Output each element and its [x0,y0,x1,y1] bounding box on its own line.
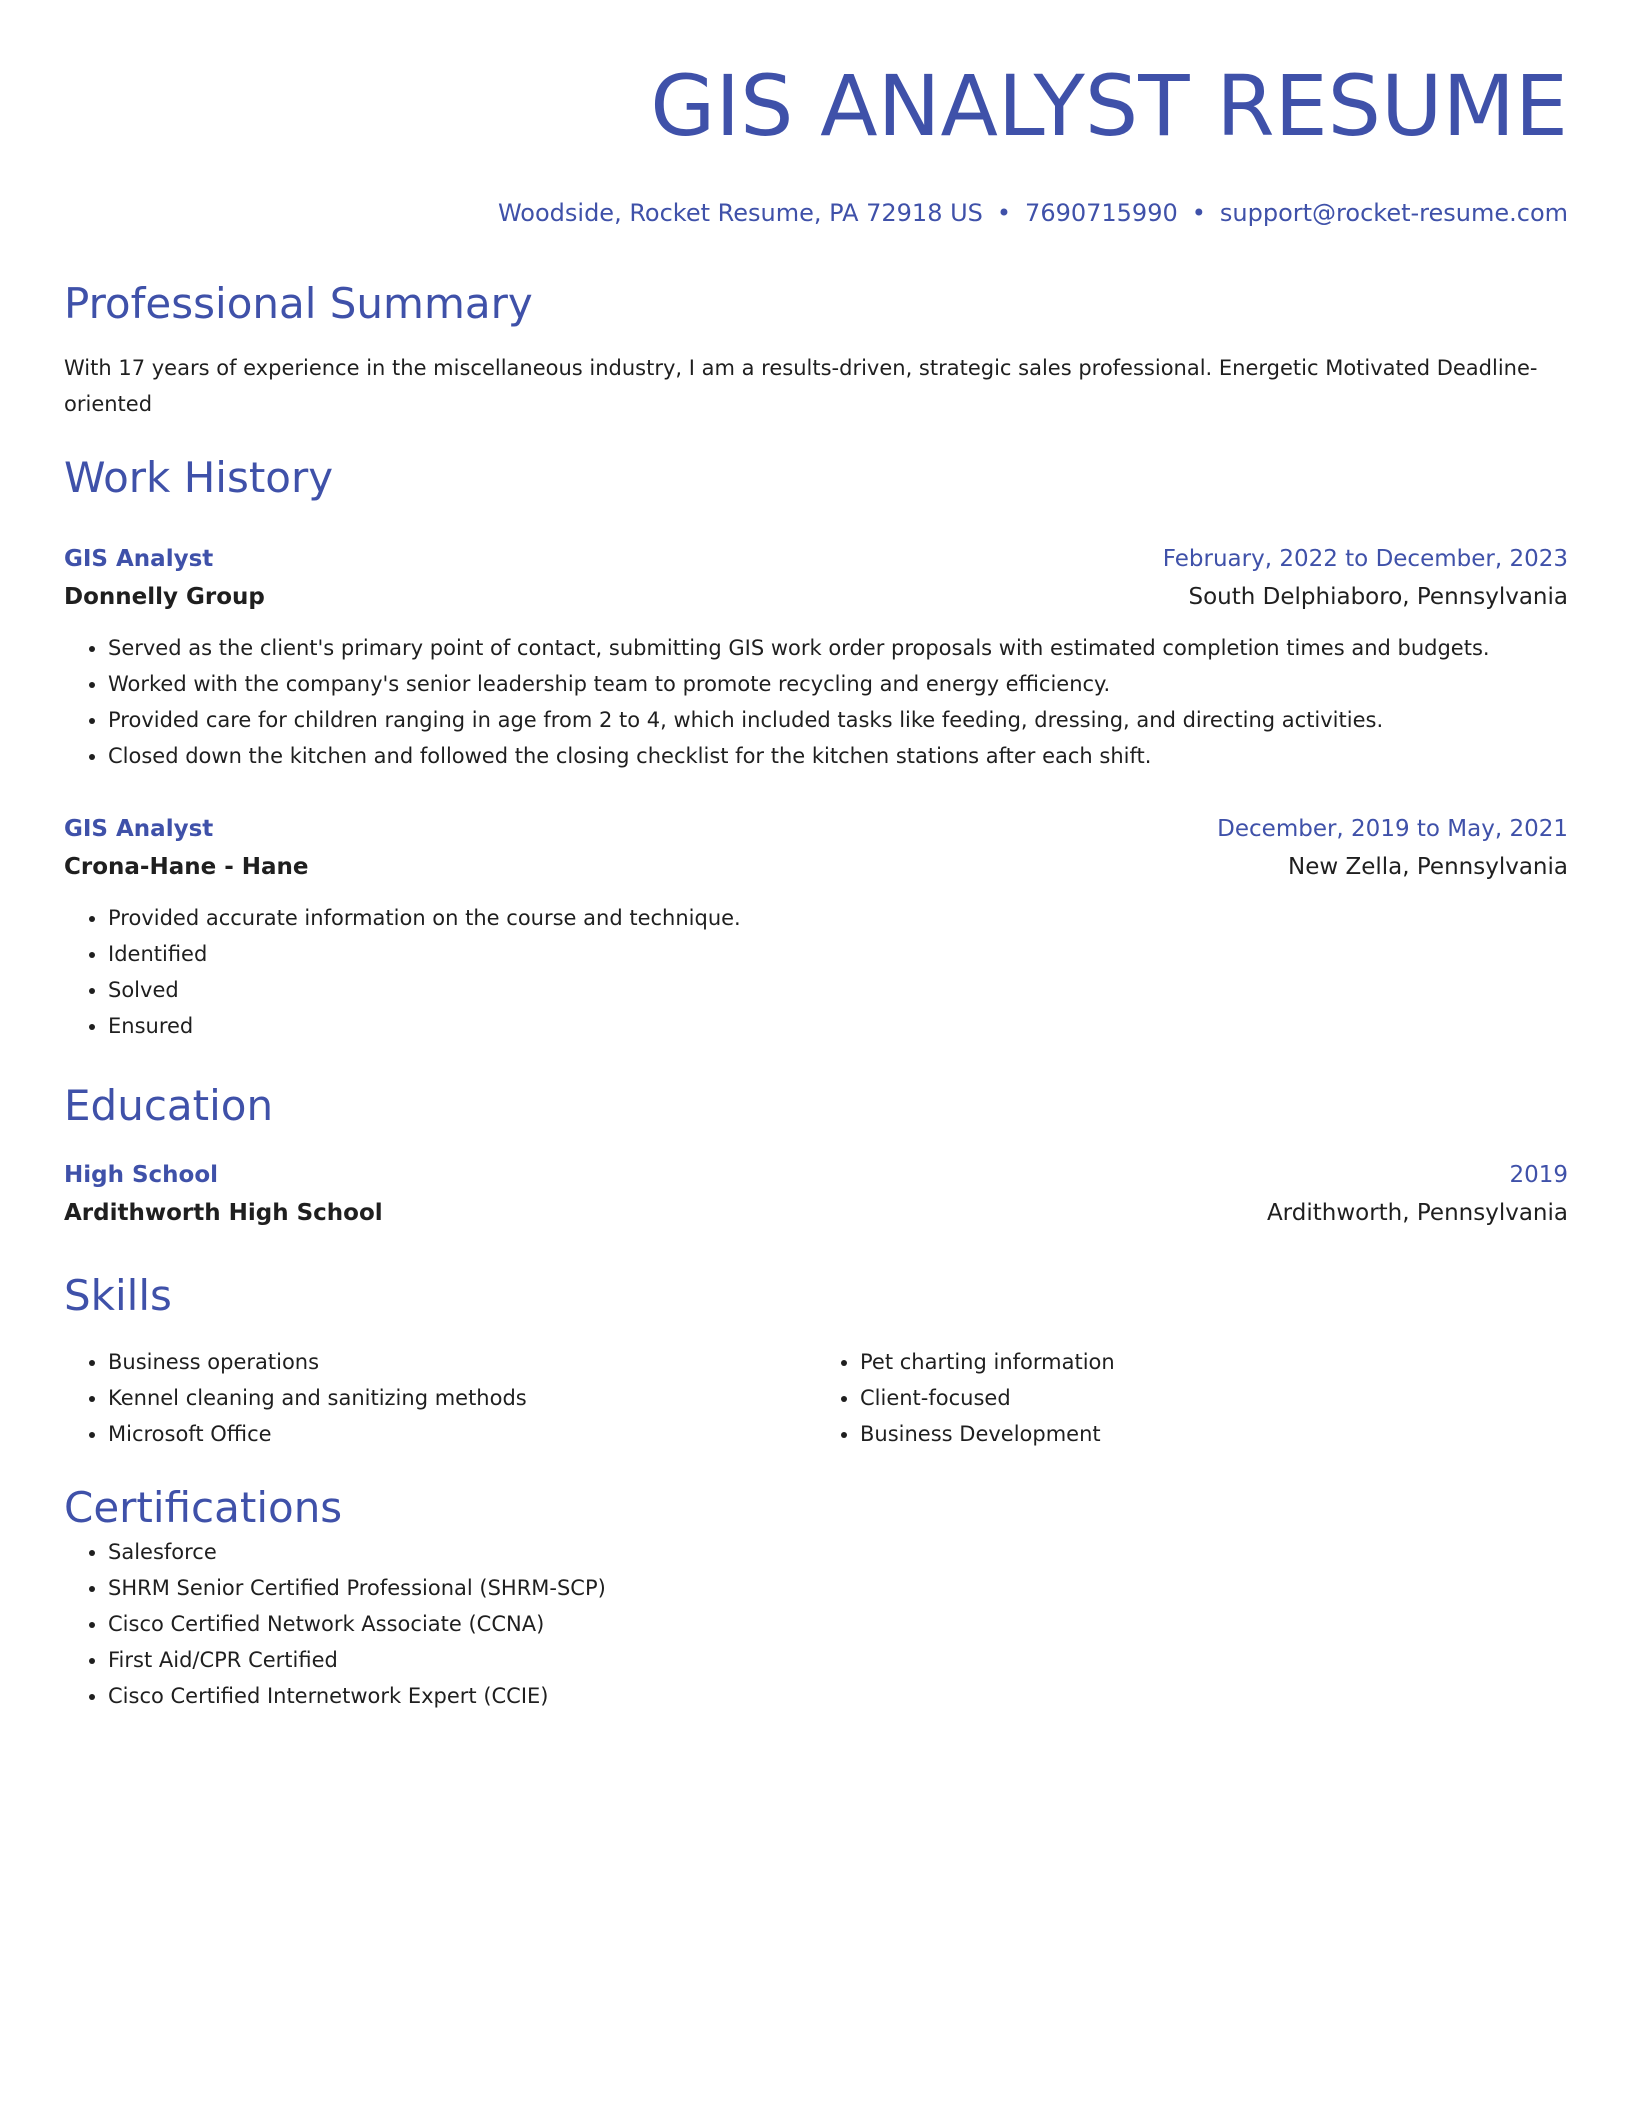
certification-item: • Cisco Certified Network Associate (CCNA) [108,1606,1568,1642]
list-item: • Served as the client's primary point of contact, submitting GIS work order proposals with estimated completion times and budgets. [108,630,1568,666]
resume-title: GIS ANALYST RESUME [650,57,1568,155]
school-name: Ardithworth High School [64,1200,383,1226]
contact-line [64,198,1568,228]
skill-item: • Client-focused [860,1380,1568,1416]
skill-item: • Business Development [860,1416,1568,1452]
skill-item: • Kennel cleaning and sanitizing methods [108,1380,816,1416]
work-entry [64,540,1568,774]
company-name: Donnelly Group [64,584,265,610]
section-title-skills: Skills [64,1271,172,1320]
education-entry-header [64,1156,1568,1194]
job-bullets [64,900,1568,1044]
work-entry-subheader [64,578,1568,616]
job-dates: December, 2019 to May, 2021 [1217,816,1568,842]
degree: High School [64,1162,219,1188]
section-title-work-history: Work History [64,453,334,502]
work-entry [64,810,1568,1044]
job-dates: February, 2022 to December, 2023 [1162,546,1568,572]
education-entry [64,1156,1568,1232]
contact-separator: • [1191,199,1206,227]
skill-item: • Pet charting information [860,1344,1568,1380]
graduation-year: 2019 [1509,1162,1568,1188]
skills-column-left [64,1344,816,1452]
list-item: • Provided care for children ranging in age from 2 to 4, which included tasks like feeding, dressing, and directing activities. [108,702,1568,738]
contact-address: Woodside, Rocket Resume, PA 72918 US [497,199,983,227]
job-location: New Zella, Pennsylvania [1288,854,1568,880]
work-entry-header [64,540,1568,578]
skill-item: • Business operations [108,1344,816,1380]
education-entry-subheader [64,1194,1568,1232]
certification-list [64,1534,1568,1714]
resume-header [64,48,1568,228]
list-item: • Closed down the kitchen and followed the closing checklist for the kitchen stations after each shift. [108,738,1568,774]
section-title-education: Education [64,1081,274,1130]
list-item: • Worked with the company's senior leadership team to promote recycling and energy efficiency. [108,666,1568,702]
job-location: South Delphiaboro, Pennsylvania [1188,584,1568,610]
certification-item: • Cisco Certified Internetwork Expert (CCIE) [108,1678,1568,1714]
contact-separator: • [996,199,1012,227]
certification-item: • First Aid/CPR Certified [108,1642,1568,1678]
school-location: Ardithworth, Pennsylvania [1266,1200,1568,1226]
contact-email[interactable]: support@rocket-resume.com [1219,199,1568,227]
work-entry-subheader [64,848,1568,886]
certification-item: • SHRM Senior Certified Professional (SHRM-SCP) [108,1570,1568,1606]
section-title-certifications: Certifications [64,1483,343,1532]
contact-phone: 7690715990 [1025,199,1178,227]
list-item: • Solved [108,972,1568,1008]
skills-column-right [816,1344,1568,1452]
list-item: • Provided accurate information on the course and technique. [108,900,1568,936]
summary-text: With 17 years of experience in the miscellaneous industry, I am a results-driven, strategic sales professional. Energetic Motivated Deadline-oriented [64,356,1538,416]
job-bullets [64,630,1568,774]
certification-item: • Salesforce [108,1534,1568,1570]
list-item: • Ensured [108,1008,1568,1044]
work-entry-header [64,810,1568,848]
job-title: GIS Analyst [64,546,214,572]
company-name: Crona-Hane - Hane [64,854,309,880]
job-title: GIS Analyst [64,816,214,842]
skill-item: • Microsoft Office [108,1416,816,1452]
list-item: • Identified [108,936,1568,972]
skills-grid [64,1344,1568,1452]
section-title-professional-summary: Professional Summary [64,279,533,328]
